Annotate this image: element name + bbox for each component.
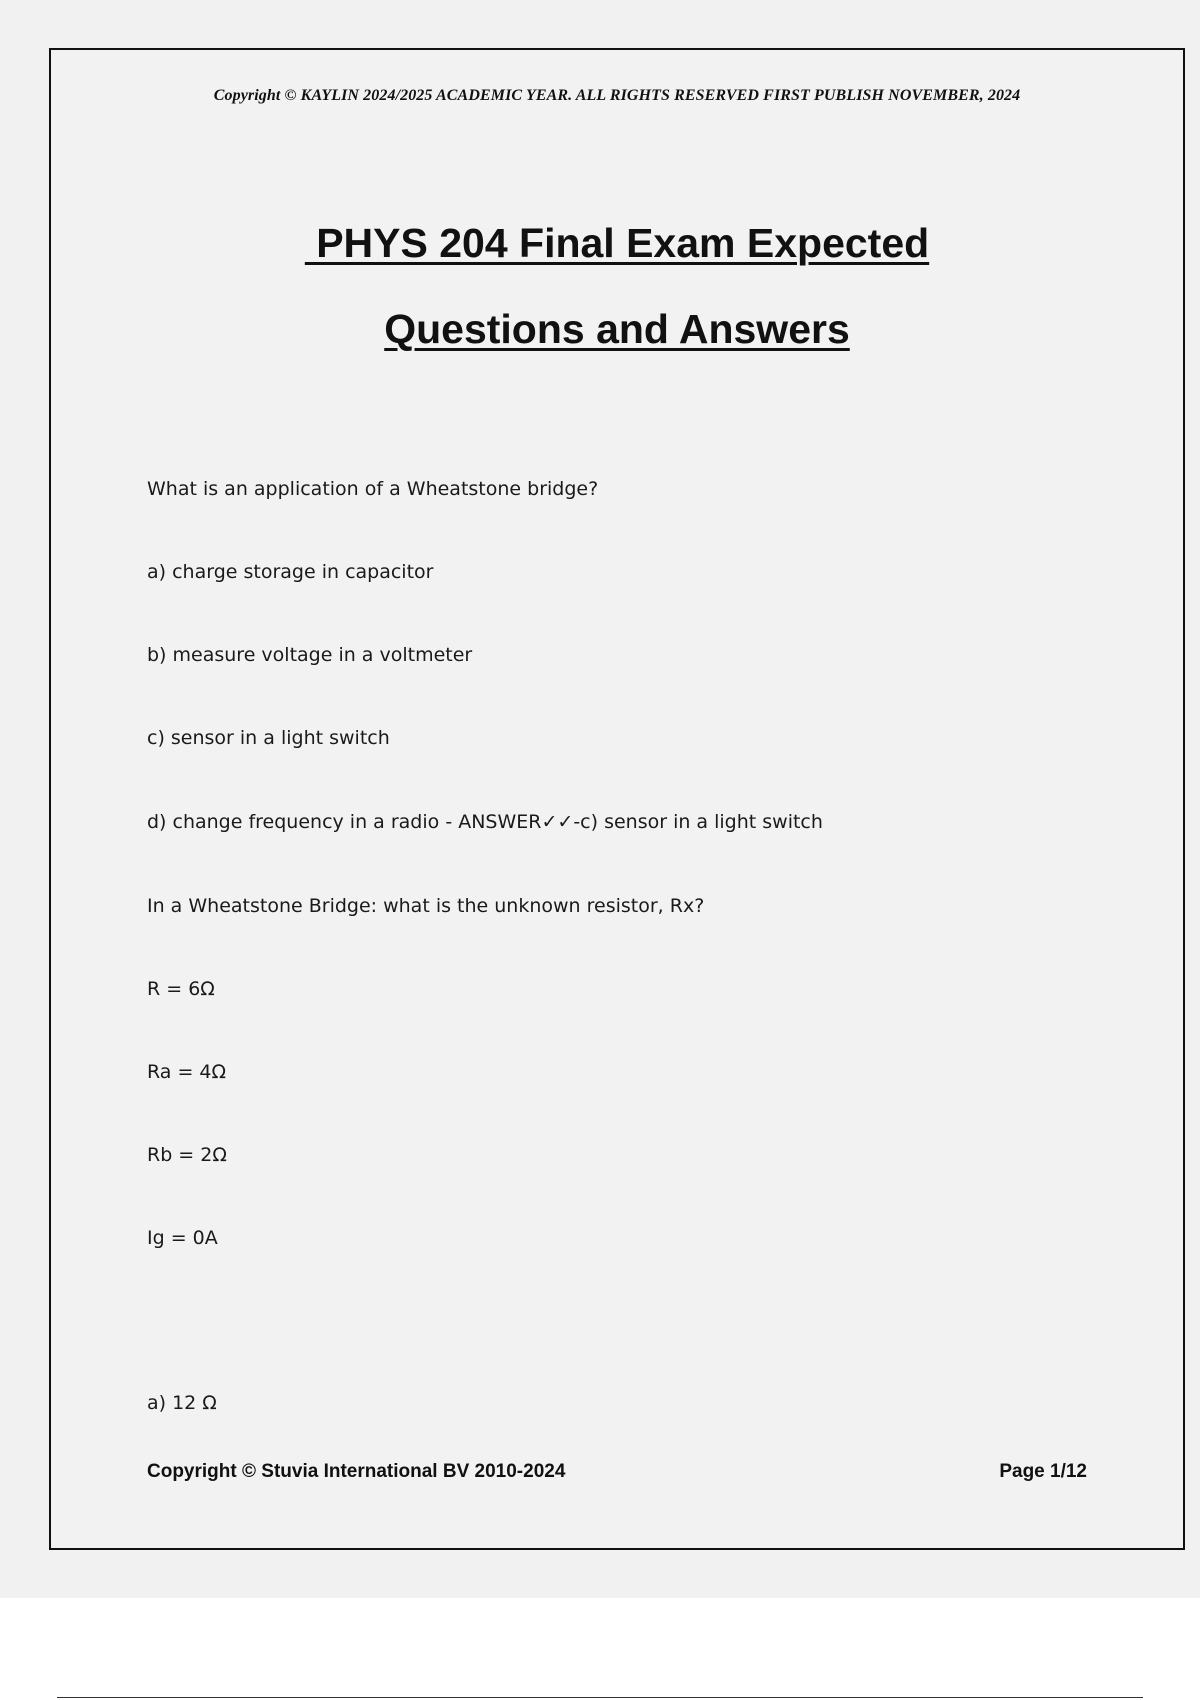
page-title-line-2 [51, 306, 1183, 353]
option-d-answer: d) change frequency in a radio - ANSWER✓✓-c) sensor in a light switch [147, 811, 823, 833]
next-page-top-rule [57, 1697, 1143, 1698]
document-page [49, 48, 1185, 1550]
option-a-q2: a) 12 Ω [147, 1392, 217, 1414]
given-rb: Rb = 2Ω [147, 1144, 227, 1166]
footer-copyright: Copyright © Stuvia International BV 2010-2024 [147, 1461, 566, 1482]
option-b: b) measure voltage in a voltmeter [147, 644, 473, 666]
header-copyright: Copyright © KAYLIN 2024/2025 ACADEMIC YEAR. ALL RIGHTS RESERVED FIRST PUBLISH NOVEMBER, 2024 [213, 87, 1021, 104]
question-2: In a Wheatstone Bridge: what is the unknown resistor, Rx? [147, 895, 705, 917]
page-title-text-1: PHYS 204 Final Exam Expected [304, 220, 930, 266]
page-title-text-2: Questions and Answers [384, 306, 850, 352]
question-1: What is an application of a Wheatstone bridge? [147, 478, 599, 500]
given-r: R = 6Ω [147, 978, 215, 1000]
page-title-line-1 [51, 220, 1183, 267]
option-c: c) sensor in a light switch [147, 727, 390, 749]
option-a: a) charge storage in capacitor [147, 561, 434, 583]
given-ra: Ra = 4Ω [147, 1061, 227, 1083]
given-ig: Ig = 0A [147, 1227, 218, 1249]
page-number: Page 1/12 [999, 1461, 1087, 1482]
